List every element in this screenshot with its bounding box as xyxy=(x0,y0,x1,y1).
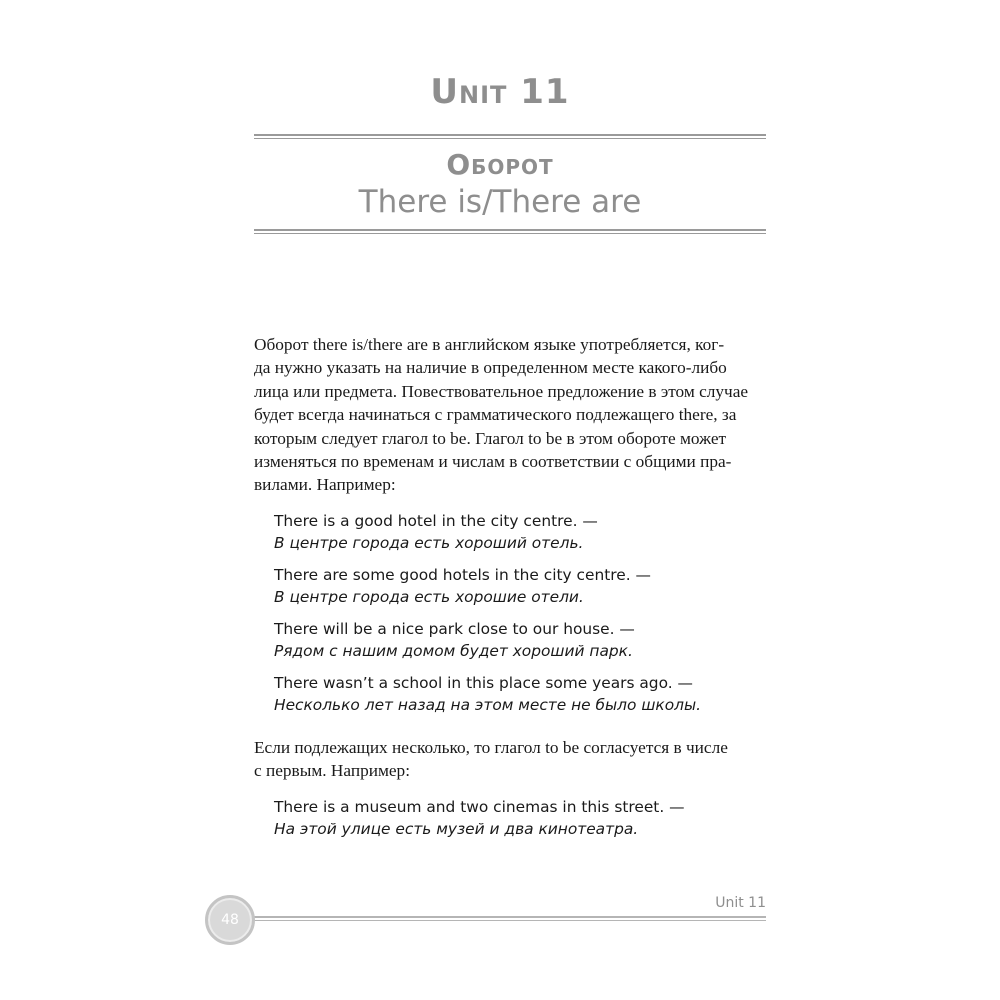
example-english: There wasn’t a school in this place some years ago. — xyxy=(274,674,693,692)
second-paragraph xyxy=(254,736,766,783)
page-number: 48 xyxy=(221,912,239,928)
footer-divider xyxy=(254,916,766,921)
paragraph-line: будет всегда начинаться с грамматического подлежащего there, за xyxy=(254,405,737,425)
paragraph-line: Оборот there is/there are в английском языке употребляется, ког- xyxy=(254,335,725,354)
example-translation: Рядом с нашим домом будет хороший парк. xyxy=(274,642,633,660)
example-english: There are some good hotels in the city centre. — xyxy=(274,566,651,584)
topic-title: Оборот xyxy=(446,148,554,181)
example-english: There is a museum and two cinemas in this street. — xyxy=(274,798,685,816)
topic-subtitle: There is/There are xyxy=(358,184,642,220)
paragraph-line: с первым. Например: xyxy=(254,761,411,781)
example-item xyxy=(274,618,774,662)
example-translation: Несколько лет назад на этом месте не было школы. xyxy=(274,696,702,714)
paragraph-line: вилами. Например: xyxy=(254,475,396,495)
example-item xyxy=(274,510,774,554)
example-english: There will be a nice park close to our house. — xyxy=(274,620,635,638)
example-english: There is a good hotel in the city centre. — xyxy=(274,512,598,530)
page-number-badge xyxy=(205,895,255,945)
example-translation: На этой улице есть музей и два кинотеатра. xyxy=(274,820,639,838)
header-divider-bottom xyxy=(254,229,766,234)
paragraph-line: изменяться по временам и числам в соответствии с общими пра- xyxy=(254,452,732,472)
intro-paragraph xyxy=(254,333,766,497)
header-divider-top xyxy=(254,134,766,139)
paragraph-line: да нужно указать на наличие в определенном месте какого-либо xyxy=(254,358,727,378)
running-title: Unit 11 xyxy=(715,895,766,911)
example-item xyxy=(274,564,774,608)
example-item xyxy=(274,796,774,840)
paragraph-line: лица или предмета. Повествовательное предложение в этом случае xyxy=(254,381,749,401)
example-translation: В центре города есть хороший отель. xyxy=(274,534,584,552)
paragraph-line: Если подлежащих несколько, то глагол to be согласуется в числе xyxy=(254,738,728,757)
paragraph-line: которым следует глагол to be. Глагол to be в этом обороте может xyxy=(254,428,727,448)
example-translation: В центре города есть хорошие отели. xyxy=(274,588,584,606)
unit-title: Unit 11 xyxy=(430,72,570,112)
example-item xyxy=(274,672,774,716)
